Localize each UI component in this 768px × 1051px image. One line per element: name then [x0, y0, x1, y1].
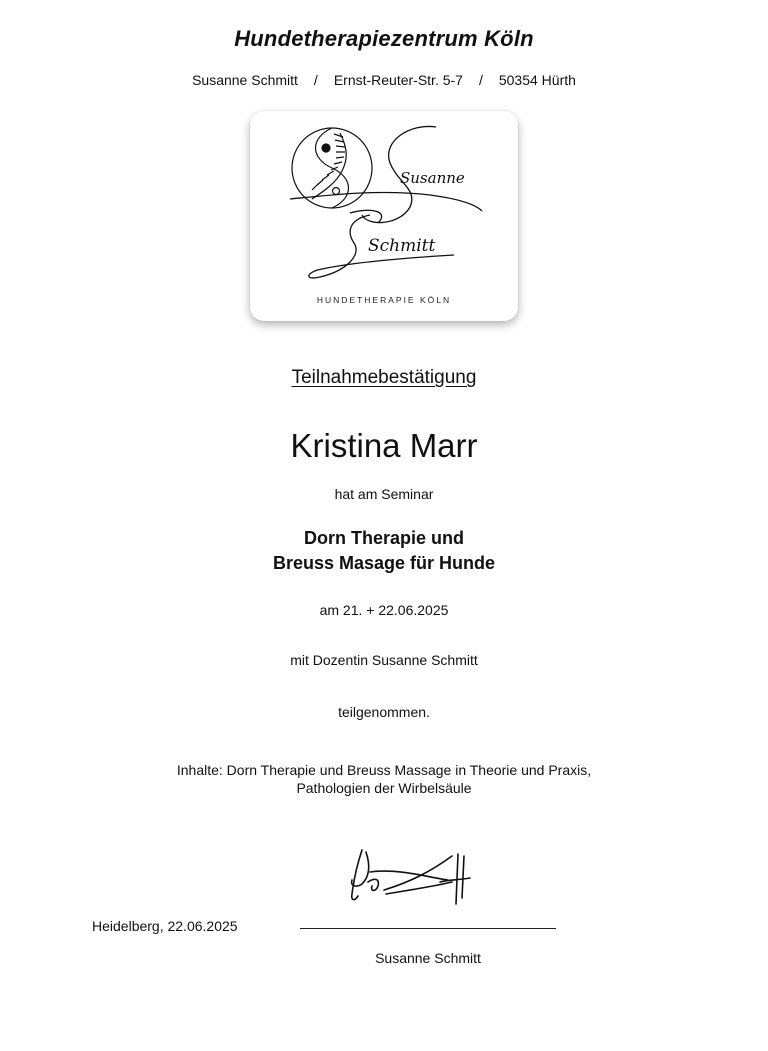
address-separator: / [313, 72, 318, 88]
yin-yang-spine-icon [292, 128, 372, 208]
document-title: Teilnahmebestätigung [291, 367, 477, 388]
closing-text: teilgenommen. [338, 704, 430, 720]
participant-name: Kristina Marr [290, 427, 478, 464]
seminar-date: am 21. + 22.06.2025 [319, 602, 449, 618]
logo-script-last: Schmitt [368, 236, 436, 256]
logo-caption: HUNDETHERAPIE KÖLN [316, 295, 452, 305]
place-date: Heidelberg, 22.06.2025 [92, 918, 238, 934]
seminar-title-line1: Dorn Therapie und [303, 528, 464, 548]
header-street: Ernst-Reuter-Str. 5-7 [333, 72, 463, 88]
seminar-title-line2: Breuss Masage für Hunde [272, 553, 496, 573]
seminar-intro: hat am Seminar [334, 486, 434, 502]
logo-graphic [250, 111, 518, 321]
lecturer-line: mit Dozentin Susanne Schmitt [290, 652, 478, 668]
signature-line [300, 928, 556, 929]
organization-title: Hundetherapiezentrum Köln [234, 26, 534, 51]
contents-line2: Pathologien der Wirbelsäule [296, 780, 472, 796]
contents-line1: Inhalte: Dorn Therapie und Breuss Massage in Theorie und Praxis, [176, 762, 592, 778]
handwritten-signature [340, 842, 480, 912]
signer-name: Susanne Schmitt [375, 950, 481, 966]
logo-card [250, 111, 518, 321]
logo-script-first: Susanne [400, 169, 465, 187]
address-line [0, 72, 768, 88]
header-city: 50354 Hürth [498, 72, 576, 88]
address-separator: / [478, 72, 483, 88]
header-name: Susanne Schmitt [192, 72, 298, 88]
